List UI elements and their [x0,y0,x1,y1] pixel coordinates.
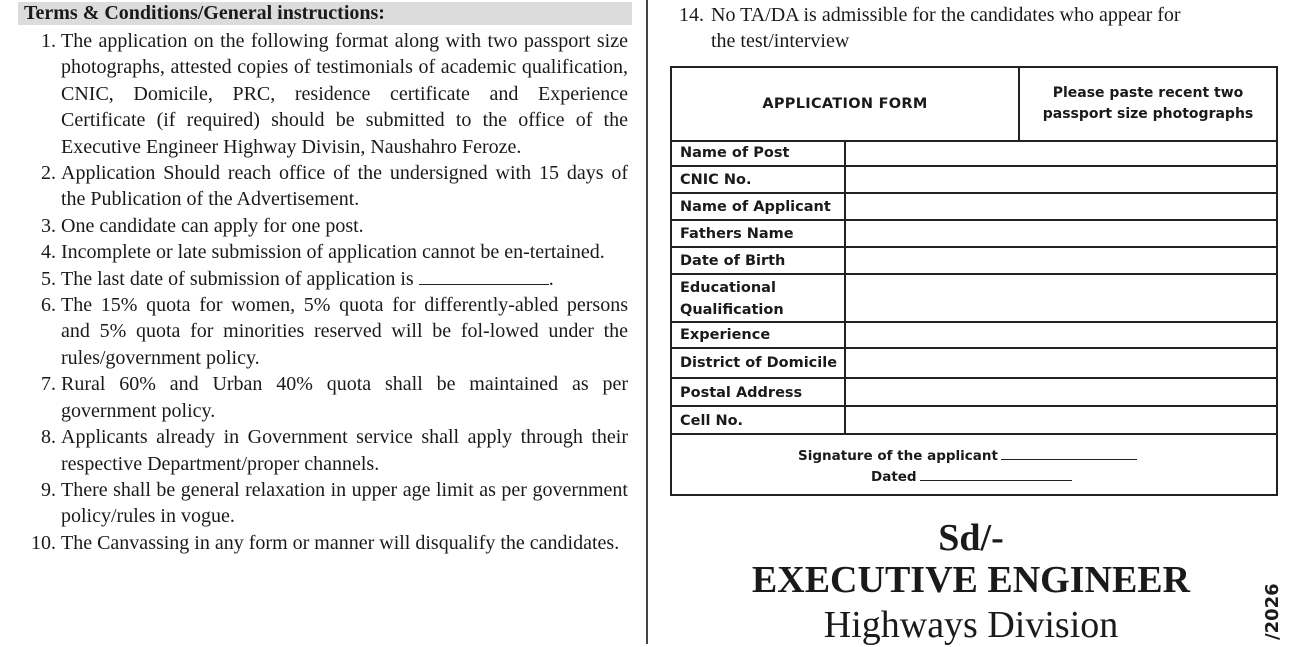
photo-note-line2: passport size photographs [1042,106,1254,122]
term-text: Application Should reach office of the undersigned with 15 days of the Publication of the Advertisement. [61,162,628,211]
term-item [0,160,640,213]
form-row-educational-qualification [672,275,1276,323]
application-form [670,66,1278,496]
form-row-experience [672,323,1276,349]
form-row-postal-address [672,379,1276,407]
form-row-district-of-domicile [672,349,1276,379]
term-number: 3. [41,214,56,237]
photo-note-line1: Please paste recent two [1052,85,1244,101]
form-row-name-of-post [672,140,1276,167]
term-item [0,239,640,265]
term-item [0,530,640,556]
term-item [0,213,640,239]
term-number: 5. [41,267,56,290]
fathers-name-field[interactable] [844,221,1276,246]
term-text: One candidate can apply for one post. [61,214,364,237]
row-label: Date of Birth [680,253,786,269]
form-row-cnic [672,167,1276,194]
row-label: Fathers Name [680,226,794,242]
term-text: The application on the following format along with two passport size photographs, attested copies of testimonials of academic qualification, CNIC, Domicile, PRC, residence certificate and Experience Certificate (if required) should be submitted to the office of the Executive Engineer Highway Divisin, Naushahro Feroze. [61,30,628,158]
term-number: 9. [41,478,56,501]
name-of-applicant-field[interactable] [844,194,1276,219]
terms-list [0,28,640,556]
dated-blank[interactable] [920,467,1072,481]
term-item [0,371,640,424]
educational-qualification-field[interactable] [844,275,1276,321]
instruction-14 [654,2,1294,54]
district-of-domicile-field[interactable] [844,349,1276,377]
signature-blank[interactable] [1001,446,1137,460]
cnic-field[interactable] [844,167,1276,192]
side-year-text: /2026 [1262,583,1283,640]
form-title: APPLICATION FORM [762,96,928,112]
instruction-14-line1: No TA/DA is admissible for the candidates who appear for [711,4,1181,26]
terms-column [0,0,640,644]
signature-label: Signature of the applicant [798,448,998,464]
row-label: Postal Address [680,385,803,401]
postal-address-field[interactable] [844,379,1276,405]
dated-label: Dated [871,469,917,485]
cell-no-field[interactable] [844,407,1276,433]
terms-heading: Terms & Conditions/General instructions: [18,2,632,25]
signature-line [798,446,1137,464]
row-label: Cell No. [680,413,744,429]
term-text: Applicants already in Government service shall apply through their respective Department/proper channels. [61,426,628,475]
term-item [0,292,640,371]
term-text: The 15% quota for women, 5% quota for differently-abled persons and 5% quota for minorities reserved will be fol-lowed under the rules/government policy. [61,294,628,369]
term-text: Incomplete or late submission of application cannot be en-tertained. [61,241,605,264]
term-number: 1. [41,30,56,52]
row-label: District of Domicile [680,355,838,371]
term-text: The last date of submission of application is [61,267,414,290]
date-of-birth-field[interactable] [844,248,1276,273]
last-date-blank [419,268,549,285]
row-label: CNIC No. [680,172,752,188]
term-suffix: . [548,267,554,290]
row-label: Name of Applicant [680,199,831,215]
signature-area [672,436,1276,494]
instruction-14-number: 14. [679,4,704,26]
designation: EXECUTIVE ENGINEER [751,559,1191,601]
form-row-cell-no [672,407,1276,435]
term-item [0,477,640,530]
form-row-name-of-applicant [672,194,1276,221]
term-text: Rural 60% and Urban 40% quota shall be maintained as per government policy. [61,373,628,422]
term-item [0,28,640,160]
photo-placeholder [1018,68,1276,140]
term-number: 4. [41,241,56,264]
dated-line [871,467,1072,485]
term-number: 8. [41,426,56,449]
term-number: 10. [31,531,56,554]
instruction-14-line2: the test/interview [711,30,850,52]
term-text: The Canvassing in any form or manner will disqualify the candidates. [61,531,620,554]
name-of-post-field[interactable] [844,140,1276,165]
term-number: 2. [41,162,56,185]
signed-mark: Sd/- [938,517,1004,559]
division-name: Highways Division [823,604,1119,646]
term-item [0,424,640,477]
row-label: Name of Post [680,145,790,161]
experience-field[interactable] [844,323,1276,347]
form-row-date-of-birth [672,248,1276,275]
row-label: Experience [680,327,771,343]
term-number: 7. [41,373,56,396]
row-label: Educational Qualification [680,280,784,318]
term-item [0,266,640,292]
term-text: There shall be general relaxation in upper age limit as per government policy/rules in vogue. [61,478,628,528]
form-header [672,68,1276,142]
term-number: 6. [41,294,56,317]
form-row-fathers-name [672,221,1276,248]
